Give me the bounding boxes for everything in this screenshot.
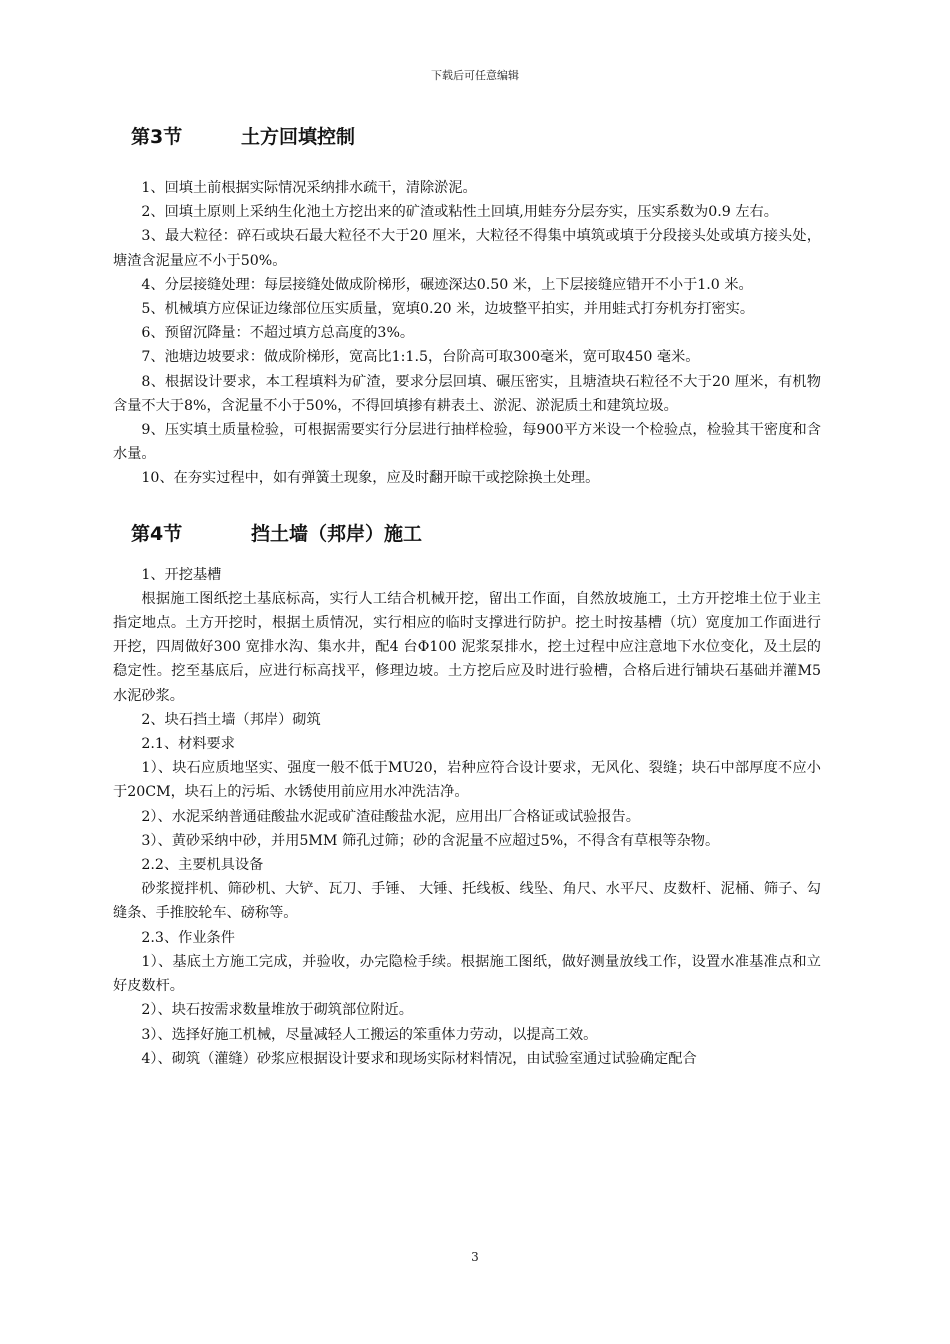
paragraph: 4、分层接缝处理：每层接缝处做成阶梯形，碾迹深达0.50 米，上下层接缝应错开不小于1.0 米。: [141, 276, 753, 293]
header-note: 下载后可任意编辑: [431, 69, 519, 82]
paragraph: 8、根据设计要求，本工程填料为矿渣，要求分层回填、碾压密实，且塘渣块石粒径不大于20 厘米，有机物含量不大于8%，含泥量不小于50%，不得回填掺有耕表土、淤泥、淤泥质土和建筑垃圾。: [113, 373, 821, 414]
paragraph: 3、最大粒径：碎石或块石最大粒径不大于20 厘米，大粒径不得集中填筑或填于分段接头处或填方接头处，塘渣含泥量应不小于50%。: [113, 228, 821, 269]
paragraph: 2）、块石按需求数量堆放于砌筑部位附近。: [141, 1002, 413, 1019]
paragraph: 2、块石挡土墙（邦岸）砌筑: [141, 711, 321, 728]
paragraph: 2、回填土原则上采纳生化池土方挖出来的矿渣或粘性土回填,用蛙夯分层夯实，压实系数为0.9 左右。: [141, 204, 778, 221]
paragraph: 1）、块石应质地坚实、强度一般不低于MU20，岩种应符合设计要求，无风化、裂缝；块石中部厚度不应小于20CM，块石上的污垢、水锈使用前应用水冲洗洁净。: [113, 760, 821, 801]
spacer: [113, 154, 821, 176]
paragraph: 2）、水泥采纳普通硅酸盐水泥或矿渣硅酸盐水泥，应用出厂合格证或试验报告。: [141, 808, 640, 825]
paragraph: 1、开挖基槽: [141, 566, 222, 583]
paragraph: 10、在夯实过程中，如有弹簧土现象，应及时翻开晾干或挖除换土处理。: [141, 470, 600, 487]
section-3-body: [113, 176, 821, 491]
spacer: [113, 551, 821, 563]
section-4-title: 挡土墙（邦岸）施工: [251, 522, 423, 545]
paragraph: 砂浆搅拌机、筛砂机、大铲、瓦刀、手锤、 大锤、托线板、线坠、角尺、水平尺、皮数杆、泥桶、筛子、勾缝条、手推胶轮车、磅称等。: [113, 881, 821, 922]
paragraph: 2.2、主要机具设备: [141, 857, 264, 874]
page-content: [113, 120, 821, 1071]
section-4-body: [113, 563, 821, 1071]
paragraph: 根据施工图纸挖土基底标高，实行人工结合机械开挖，留出工作面，自然放坡施工，土方开挖堆土位于业主指定地点。土方开挖时，根据土质情况，实行相应的临时支撑进行防护。挖土时按基槽（坑）宽度加工作面进行开挖，四周做好300 宽排水沟、集水井，配4 台Φ100 泥浆泵排水，挖土过程中应注意地下水位变化，及土层的稳定性。挖至基底后，应进行标高找平，修理边坡。土方挖后应及时进行验槽，合格后进行铺块石基础并灌M5 水泥砂浆。: [113, 590, 821, 704]
paragraph: 2.1、材料要求: [141, 736, 235, 753]
paragraph: 3）、黄砂采纳中砂，并用5MM 筛孔过筛；砂的含泥量不应超过5%，不得含有草根等杂物。: [141, 832, 720, 849]
paragraph: 9、压实填土质量检验，可根据需要实行分层进行抽样检验，每900平方米设一个检验点，检验其干密度和含水量。: [113, 422, 821, 463]
section-3-number: 第3节: [131, 126, 183, 148]
paragraph: 3）、选择好施工机械，尽量减轻人工搬运的笨重体力劳动，以提高工效。: [141, 1026, 598, 1043]
section-3-title: 土方回填控制: [241, 126, 356, 148]
paragraph: 2.3、作业条件: [141, 929, 235, 946]
section-4-heading: [113, 517, 821, 551]
paragraph: 5、机械填方应保证边缘部位压实质量，宽填0.20 米，边坡整平拍实，并用蛙式打夯机夯打密实。: [141, 301, 755, 318]
section-3-heading: [113, 120, 821, 154]
paragraph: 1、回填土前根据实际情况采纳排水疏干，清除淤泥。: [141, 180, 477, 196]
paragraph: 7、池塘边坡要求：做成阶梯形，宽高比1:1.5，台阶高可取300毫米，宽可取450 毫米。: [141, 349, 700, 366]
paragraph: 4）、砌筑（灌缝）砂浆应根据设计要求和现场实际材料情况，由试验室通过试验确定配合: [141, 1050, 697, 1067]
section-4-number: 第4节: [131, 522, 183, 545]
spacer: [113, 491, 821, 517]
paragraph: 1）、基底土方施工完成，并验收，办完隐检手续。根据施工图纸，做好测量放线工作，设置水准基准点和立好皮数杆。: [113, 953, 821, 995]
paragraph: 6、预留沉降量：不超过填方总高度的3%。: [141, 325, 415, 342]
page-number: 3: [471, 1250, 479, 1264]
